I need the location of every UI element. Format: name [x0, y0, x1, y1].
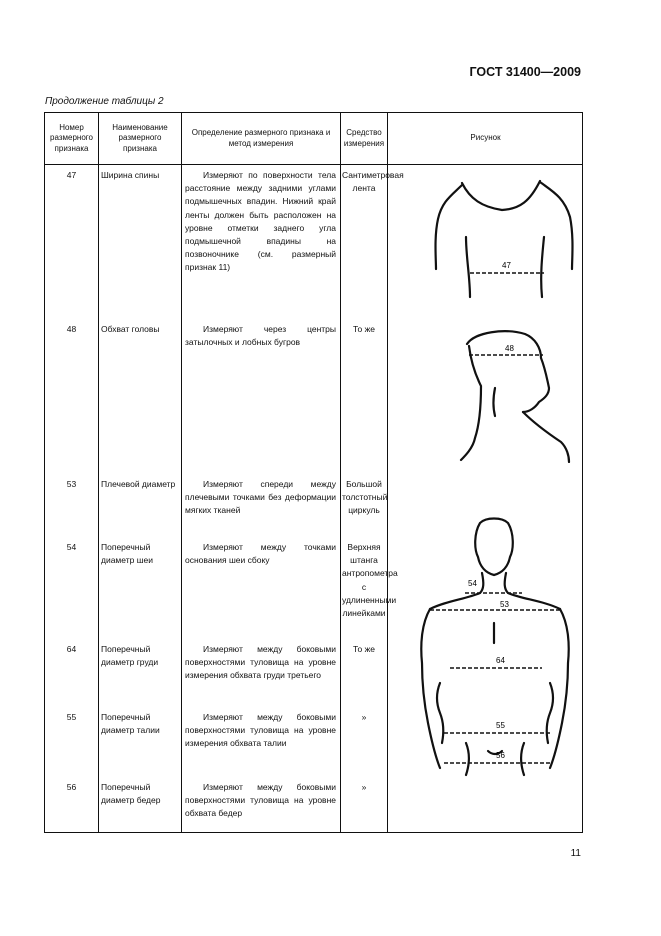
- row-55-number: 55: [66, 712, 77, 722]
- col-header-number: Номер размерного признака: [50, 122, 93, 153]
- row-53-name: Плечевой диаметр: [101, 479, 176, 489]
- head-circumference-figure: [455, 328, 575, 463]
- row-64-name: Поперечный диаметр груди: [101, 644, 159, 668]
- row-53-tool: Большой толстотный циркуль: [342, 479, 388, 516]
- col-header-figure: Рисунок: [470, 133, 501, 143]
- row-55-tool: »: [361, 712, 367, 722]
- row-64-definition: Измеряют между боковыми поверхностями туловища на уровне измерения обхвата груди третьего: [185, 644, 336, 681]
- row-48-definition: Измеряют через центры затылочных и лобных бугров: [185, 324, 336, 348]
- row-64-tool: То же: [352, 644, 376, 654]
- col-header-definition: Определение размерного признака и метод измерения: [191, 128, 331, 148]
- col-header-tool: Средство измерения: [343, 128, 385, 148]
- row-64-number: 64: [66, 644, 77, 654]
- row-53-definition: Измеряют спереди между плечевыми точками без деформации мягких тканей: [185, 479, 336, 516]
- table-continuation-caption: Продолжение таблицы 2: [45, 96, 164, 107]
- row-47-name: Ширина спины: [101, 170, 160, 180]
- shoulder-diameter-label: 53: [500, 600, 509, 609]
- waist-diameter-label: 55: [496, 721, 505, 730]
- row-48-tool: То же: [352, 324, 376, 334]
- back-width-figure: [430, 177, 580, 307]
- back-width-label: 47: [502, 261, 511, 270]
- row-54-name: Поперечный диаметр шеи: [101, 542, 154, 566]
- chest-diameter-label: 64: [496, 656, 505, 665]
- row-55-definition: Измеряют между боковыми поверхностями туловища на уровне измерения обхвата талии: [185, 712, 336, 749]
- row-53-number: 53: [66, 479, 77, 489]
- torso-diameters-figure: [410, 513, 580, 813]
- row-56-number: 56: [66, 782, 77, 792]
- row-47-definition: Измеряют по поверхности тела расстояние между задними углами подмышечных впадин. Нижний край ленты должен быть расположен на уровне отметки заднего угла подмышечной впадины на позвоночнике (см. размерный признак 11): [185, 170, 336, 273]
- row-54-definition: Измеряют между точками основания шеи сбоку: [185, 542, 336, 566]
- row-48-name: Обхват головы: [101, 324, 160, 334]
- row-56-name: Поперечный диаметр бедер: [101, 782, 161, 806]
- row-48-number: 48: [66, 324, 77, 334]
- standard-code: ГОСТ 31400—2009: [469, 65, 581, 79]
- row-47-tool: Сантиметровая лента: [342, 170, 404, 194]
- row-54-number: 54: [66, 542, 77, 552]
- row-54-tool: Верхняя штанга антропометра с удлиненными линейками: [342, 542, 398, 618]
- row-47-number: 47: [66, 170, 77, 180]
- row-56-definition: Измеряют между боковыми поверхностями туловища на уровне обхвата бедер: [185, 782, 336, 819]
- row-56-tool: »: [361, 782, 367, 792]
- head-circumference-label: 48: [505, 344, 514, 353]
- page-number: 11: [570, 848, 581, 859]
- hips-diameter-label: 56: [496, 751, 505, 760]
- col-header-name: Наименование размерного признака: [112, 122, 168, 153]
- row-55-name: Поперечный диаметр талии: [101, 712, 160, 736]
- measurement-table: [44, 112, 583, 833]
- neck-diameter-label: 54: [468, 579, 477, 588]
